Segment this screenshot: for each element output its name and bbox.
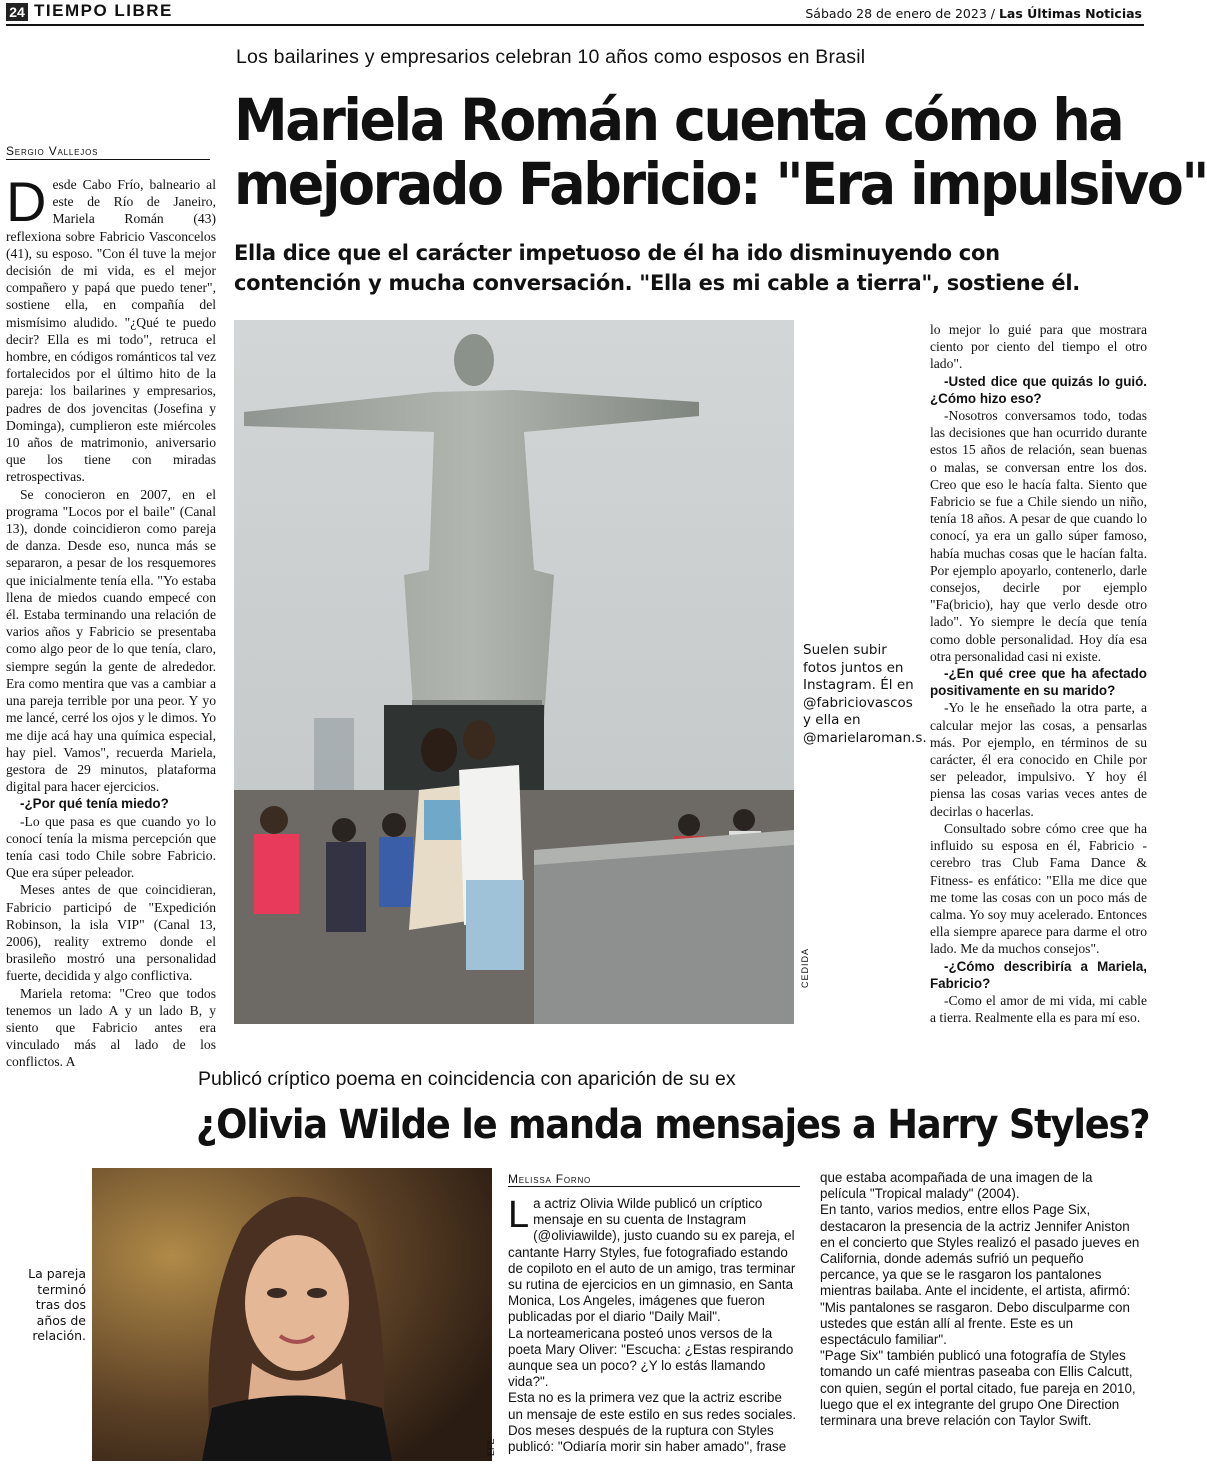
paragraph: Mariela retoma: "Creo que todos tenemos un lado A y un lado B, y siento que Fabricio antes era vinculado más al lado de los conflictos. A [6,985,216,1070]
paragraph: La actriz Olivia Wilde publicó un críptico mensaje en su cuenta de Instagram (@oliviawilde), justo cuando su ex pareja, el cantante Harry Styles, fue fotografiado estando de copiloto en el auto de un amigo, tras terminar su rutina de ejercicios en un gimnasio, en Santa Monica, Los Angeles, imágenes que fueron publicadas por el diario "Daily Mail". [508,1194,796,1325]
paragraph: Meses antes de que coincidieran, Fabricio participó de "Expedición Robinson, la isla VIP" (Canal 13, 2006), reality extremo donde el brasileño mostró una personalidad fuerte, decidida y algo conflictiva. [6,882,216,984]
paragraph: Esta no es la primera vez que la actriz escribe un mensaje de este estilo en sus redes sociales. Dos meses después de la ruptura con Styles publicó: "Odiaría morir sin haber amado", frase [508,1390,797,1455]
story1-column-1 [6,170,216,1070]
interview-question: -¿En qué cree que ha afectado positivamente en su marido? [930,666,1147,699]
paragraph: lo mejor lo guié para que mostrara ciento por ciento del tiempo el otro lado". [930,322,1147,372]
byline-rule [6,159,210,160]
paragraph: Se conocieron en 2007, en el programa "Locos por el baile" (Canal 13), donde coincidieron como pareja de danza. Desde eso, nunca más se separaron, a pesar de los resquemores que inicialmente tenía ella. "Yo estaba llena de miedos cuando empecé con él. Estaba terminando una relación de varios años y Fabricio se presentaba como algo peor de lo que tenía, claro, siempre según la gente de alrededor. Era como mentira que vas a cambiar a una pareja terrible por una peor. Y yo me lancé, cerré los ojos y le dimos. Yo me dije acá hay una química especial, hay piel. Vamos", recuerda Mariela, gestora de 29 minutos, plataforma digital para hacer ejercicios. [6,486,216,795]
photo-caption: Suelen subir fotos juntos en Instagram. Él en @fabriciovascos y ella en @marielaroman.s. [803,642,927,746]
headline-line-1: Mariela Román cuenta cómo ha [234,86,1123,154]
interview-question: -Usted dice que quizás lo guió. ¿Cómo hizo eso? [930,373,1147,406]
photo-credit: CEDIDA [800,947,810,988]
headline-line-2: mejorado Fabricio: "Era impulsivo" [234,150,1207,218]
olivia-wilde-portrait-photo [92,1168,492,1461]
interview-question: -¿Cómo describiría a Mariela, Fabricio? [930,958,1147,991]
story2-column-1 [508,1196,800,1458]
deck-line-1: Ella dice que el carácter impetuoso de él ha ido disminuyendo con [234,241,1000,265]
story1-column-2 [930,321,1147,1031]
publication-name: Las Últimas Noticias [998,6,1142,21]
story2-headline: ¿Olivia Wilde le manda mensajes a Harry Styles? [196,1102,1150,1148]
paragraph: Desde Cabo Frío, balneario al este de Río de Janeiro, Mariela Román (43) reflexiona sobre Fabricio Vasconcelos (41), su esposo. "Con él tuve la mejor decisión de mi vida, es el mejor compañero y papá que puedo tener", sostiene ella, en compañía del mismísimo aludido. "¿Qué te puedo decir? Ella es mi todo", retruca el hombre, en códigos románticos tal vez fortalecidos por el último hito de la pareja: los bailarines y empresarios, padres de dos jovencitas (Josefina y Dominga), cumplieron este miércoles 10 años de matrimonio, aniversario que los tiene con miradas retrospectivas. [6,170,216,485]
paragraph: -Como el amor de mi vida, mi cable a tierra. Realmente ella es para mí eso. [930,992,1147,1026]
story2-column-2 [820,1170,1140,1460]
byline-rule [508,1186,800,1187]
story2-kicker: Publicó críptico poema en coincidencia con aparición de su ex [198,1068,736,1090]
header-rule [6,24,1144,26]
date: Sábado 28 de enero de 2023 / [805,6,995,21]
dateline [805,6,1142,21]
paragraph: -Nosotros conversamos todo, todas las decisiones que han ocurrido durante estos 15 años de relación, sean buenas o malas, se conversan entre los dos. Creo que eso le hacía falta. Siento que Fabricio se fue a Chile siendo un niño, tenía 18 años. A pesar de que cuando lo conocí, ya era un gallo súper famoso, había muchas cosas que le hacían falta. Por ejemplo apoyarlo, contenerlo, darle consejos, decirle por ejemplo "Fa(bricio), hay que verlo desde otro lado". Yo siempre le decía que tenía como doble personalidad. Hoy día esa otra personalidad casi ni existe. [930,408,1147,664]
paragraph: En tanto, varios medios, entre ellos Page Six, destacaron la presencia de la actriz Jennifer Aniston en el concierto que Styles realizó el pasado jueves en California, donde además sufrió un pequeño percance, ya que se le rasgaron los pantalones mientras bailaba. Ante el incidente, el artista, afirmó: "Mis pantalones se rasgaron. Debo disculparme con ustedes que están allí al frente. Este es un espectáculo familiar". [820,1202,1140,1348]
paragraph: "Page Six" también publicó una fotografía de Styles tomando un café mientras paseaba con Ellis Calcutt, con quien, según el portal citado, fue pareja en 2010, luego que el ex integrante del grupo One Direction terminara una breve relación con Taylor Swift. [820,1348,1136,1429]
drop-cap: L [508,1194,530,1236]
story1-headline [234,86,1207,218]
photo-credit: EFE [486,1438,496,1456]
paragraph: -Lo que pasa es que cuando yo lo conocí tenía la misma percepción que tenía casi todo Chile sobre Fabricio. Que era súper peleador. [6,813,216,881]
paragraph: La norteamericana posteó unos versos de la poeta Mary Oliver: "Escucha: ¿Estas respirando aunque sea un poco? ¿Y lo estás llamando vida?". [508,1325,794,1390]
paragraph: Consultado sobre cómo cree que ha influido su esposa en él, Fabricio -cerebro tras Club Fama Dance & Fitness- es enfático: "Ella me dice que me tome las cosas con un poco más de calma. Yo soy muy acelerado. Entonces ella siempre aparece para darme el otro lado. Me da muchos consejos". [930,820,1147,957]
deck-line-2: contención y mucha conversación. "Ella es mi cable a tierra", sostiene él. [234,271,1080,295]
photo-caption: La pareja terminó tras dos años de relación. [28,1266,86,1343]
story1-deck [234,238,1134,298]
interview-question: -¿Por qué tenía miedo? [20,796,169,812]
christ-redeemer-couple-photo [234,320,794,1024]
paragraph: que estaba acompañada de una imagen de la película "Tropical malady" (2004). [820,1170,1093,1202]
story1-byline: Sergio Vallejos [6,144,99,158]
section-title: TIEMPO LIBRE [34,1,173,20]
story1-kicker: Los bailarines y empresarios celebran 10 años como esposos en Brasil [236,46,866,68]
drop-cap: D [6,170,47,233]
page-number: 24 [6,3,28,21]
paragraph: -Yo le he enseñado la otra parte, a calcular mejor las cosas, a pensarlas más. Por ejemplo, en términos de su carácter, él era conocido en Chile por ser peleador, impulsivo. Y hoy él piensa las cosas varias veces antes de decirlas o hacerlas. [930,700,1147,819]
story2-byline: Melissa Forno [508,1172,592,1186]
